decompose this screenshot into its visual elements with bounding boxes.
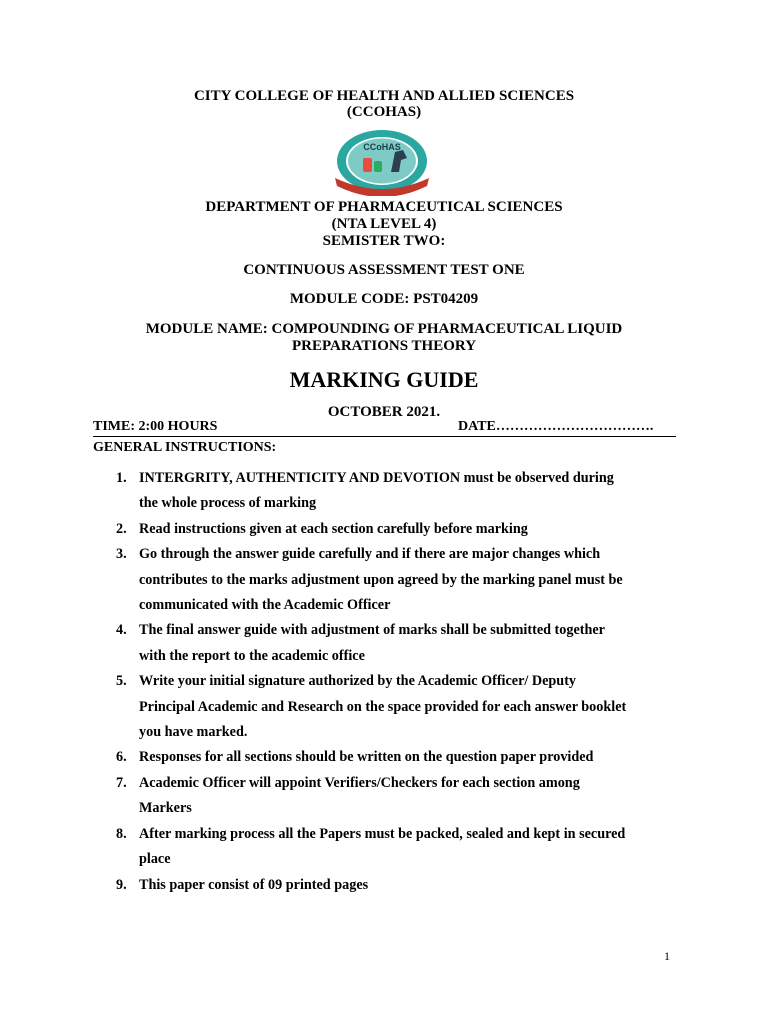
instruction-text: Markers xyxy=(139,800,192,817)
instruction-item xyxy=(93,771,693,822)
instruction-text: contributes to the marks adjustment upon agreed by the marking panel must be xyxy=(139,571,623,588)
module-name-line1: MODULE NAME: COMPOUNDING OF PHARMACEUTICAL LIQUID xyxy=(145,321,623,337)
exam-time: TIME: 2:00 HOURS xyxy=(93,419,218,434)
instruction-text: place xyxy=(139,851,171,868)
exam-month: OCTOBER 2021. xyxy=(327,404,441,420)
instruction-item xyxy=(93,466,693,517)
instruction-text: After marking process all the Papers must be packed, sealed and kept in secured xyxy=(139,825,626,842)
instruction-item xyxy=(93,542,693,618)
instructions-heading: GENERAL INSTRUCTIONS: xyxy=(93,440,277,455)
instruction-text: This paper consist of 09 printed pages xyxy=(139,876,369,893)
instruction-number: 3. xyxy=(116,546,127,563)
instruction-number: 6. xyxy=(116,749,127,766)
instruction-item xyxy=(93,873,693,898)
instruction-number: 8. xyxy=(116,825,127,842)
page-title: MARKING GUIDE xyxy=(289,367,479,392)
semester: SEMISTER TWO: xyxy=(322,233,446,249)
nta-level: (NTA LEVEL 4) xyxy=(331,216,437,232)
time-date-row xyxy=(93,420,676,434)
college-name: CITY COLLEGE OF HEALTH AND ALLIED SCIENCES xyxy=(193,88,575,104)
instruction-number: 4. xyxy=(116,622,127,639)
instruction-text: the whole process of marking xyxy=(139,495,317,512)
instruction-text: INTERGRITY, AUTHENTICITY AND DEVOTION must be observed during xyxy=(139,470,614,486)
instruction-text: Go through the answer guide carefully and if there are major changes which xyxy=(139,546,601,563)
instructions-list xyxy=(93,466,693,898)
page-number: 1 xyxy=(664,949,670,963)
instruction-item xyxy=(93,822,693,873)
instruction-text: Write your initial signature authorized by the Academic Officer/ Deputy xyxy=(139,673,577,690)
logo-text: CCoHAS xyxy=(363,142,401,152)
instruction-text: The final answer guide with adjustment of marks shall be submitted together xyxy=(139,622,605,639)
module-name-line2: PREPARATIONS THEORY xyxy=(291,338,477,354)
instruction-item xyxy=(93,745,693,770)
college-logo xyxy=(333,128,431,196)
instruction-item xyxy=(93,517,693,542)
instruction-text: you have marked. xyxy=(139,724,248,741)
instruction-text: communicated with the Academic Officer xyxy=(139,597,391,614)
instruction-number: 7. xyxy=(116,774,127,791)
divider xyxy=(93,436,676,437)
instruction-number: 2. xyxy=(116,520,127,537)
instruction-item xyxy=(93,618,693,669)
exam-date: DATE……………………………. xyxy=(458,419,654,434)
instruction-text: Read instructions given at each section carefully before marking xyxy=(139,520,528,537)
module-code: MODULE CODE: PST04209 xyxy=(289,291,479,307)
instruction-number: 9. xyxy=(116,876,127,893)
department-name: DEPARTMENT OF PHARMACEUTICAL SCIENCES xyxy=(205,199,563,215)
test-name: CONTINUOUS ASSESSMENT TEST ONE xyxy=(243,262,525,278)
instruction-item xyxy=(93,669,693,745)
instruction-number: 1. xyxy=(116,470,127,486)
instruction-number: 5. xyxy=(116,673,127,690)
instruction-text: Academic Officer will appoint Verifiers/Checkers for each section among xyxy=(139,774,580,791)
instruction-text: Principal Academic and Research on the space provided for each answer booklet xyxy=(139,698,627,715)
instruction-text: Responses for all sections should be written on the question paper provided xyxy=(139,749,594,766)
instruction-text: with the report to the academic office xyxy=(139,647,365,664)
college-abbreviation: (CCOHAS) xyxy=(346,104,422,120)
